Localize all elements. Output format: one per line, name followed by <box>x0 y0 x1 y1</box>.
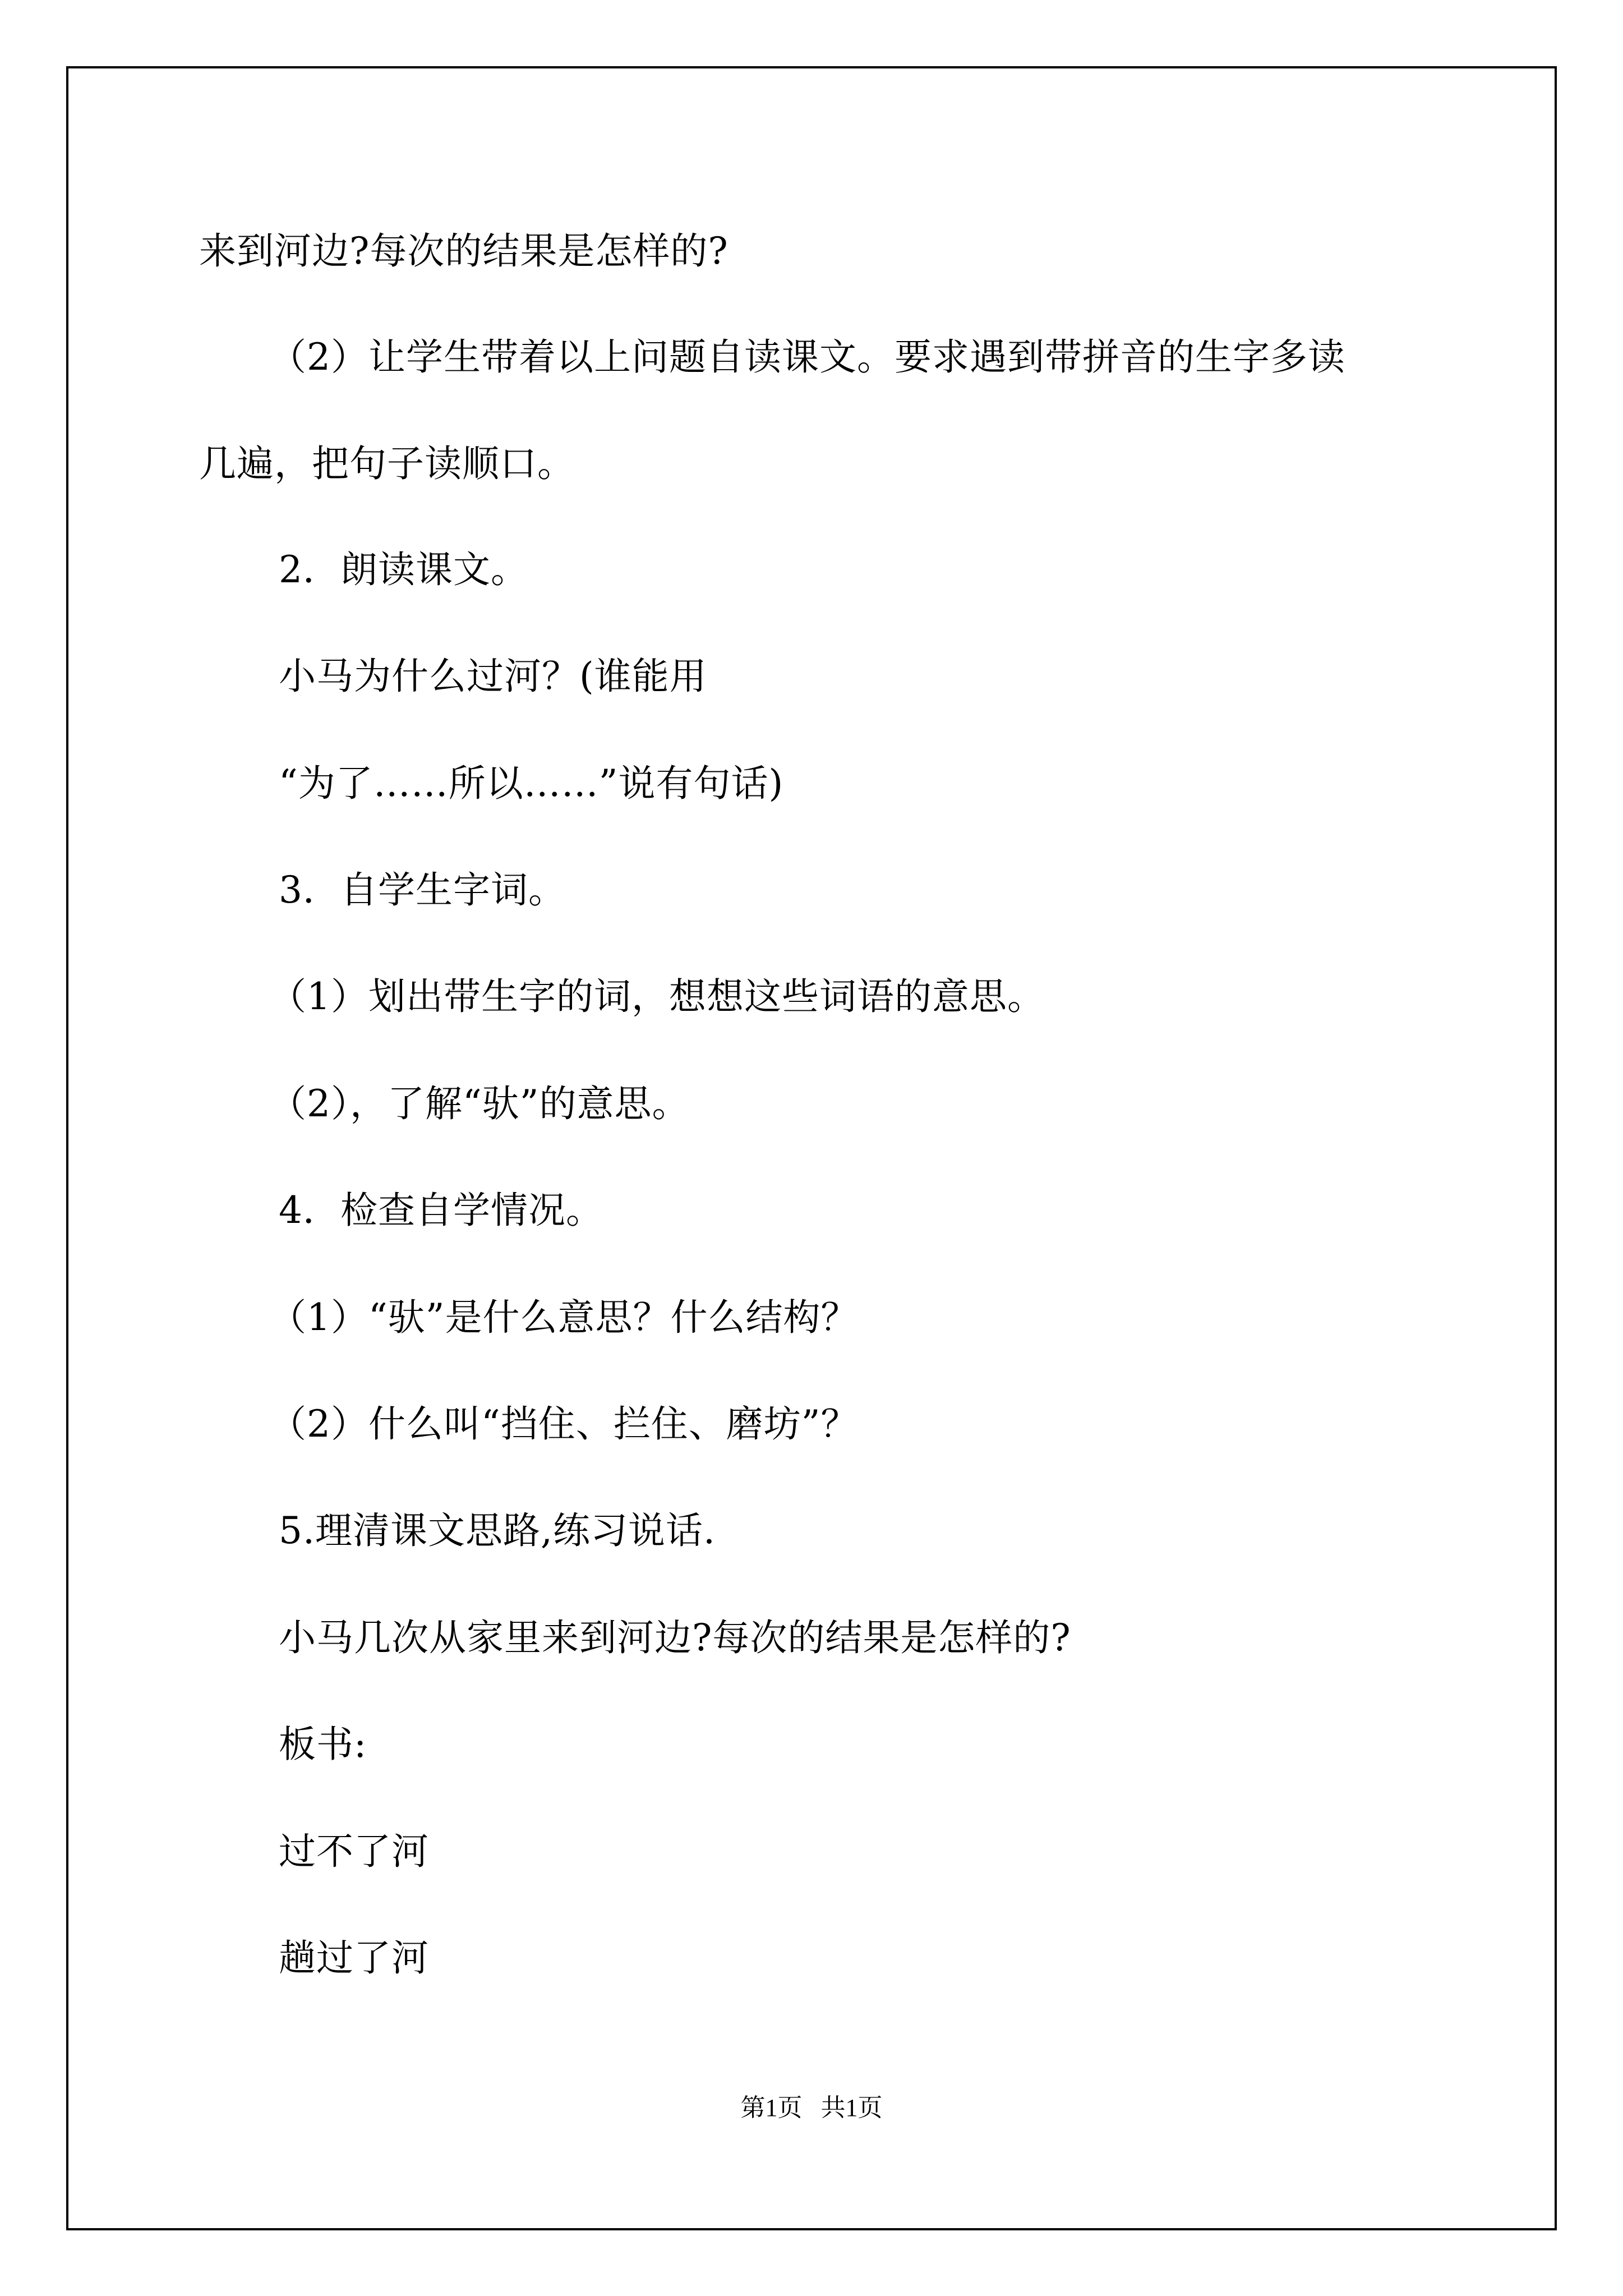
text-line-15: 板书: <box>279 1723 367 1766</box>
text-line-5: 小马为什么过河？(谁能用 <box>279 655 707 698</box>
text-line-10: 4．检查自学情况。 <box>279 1189 603 1232</box>
page-border <box>66 66 1557 2230</box>
text-line-13: 5.理清课文思路,练习说话. <box>279 1509 716 1552</box>
text-line-8: （1）划出带生字的词，想想这些词语的意思。 <box>269 975 1045 1018</box>
text-line-12: （2）什么叫“挡住、拦住、磨坊”？ <box>269 1402 859 1446</box>
page-number-footer: 第1页 共1页 <box>740 2094 883 2122</box>
text-line-16: 过不了河 <box>279 1830 429 1873</box>
text-line-11: （1）“驮”是什么意思？什么结构？ <box>269 1296 859 1339</box>
text-line-1: 来到河边?每次的结果是怎样的? <box>199 229 728 273</box>
text-line-9: （2），了解“驮”的意思。 <box>269 1082 690 1125</box>
text-line-7: 3．自学生字词。 <box>279 868 566 912</box>
text-line-2: （2）让学生带着以上问题自读课文。要求遇到带拼音的生字多读 <box>269 335 1345 379</box>
text-line-14: 小马几次从家里来到河边?每次的结果是怎样的? <box>279 1616 1071 1659</box>
text-line-17: 趟过了河 <box>279 1936 429 1980</box>
text-line-3: 几遍，把句子读顺口。 <box>199 442 575 485</box>
text-line-4: 2．朗读课文。 <box>279 548 528 591</box>
text-line-6: “为了……所以……”说有句话) <box>279 762 784 805</box>
